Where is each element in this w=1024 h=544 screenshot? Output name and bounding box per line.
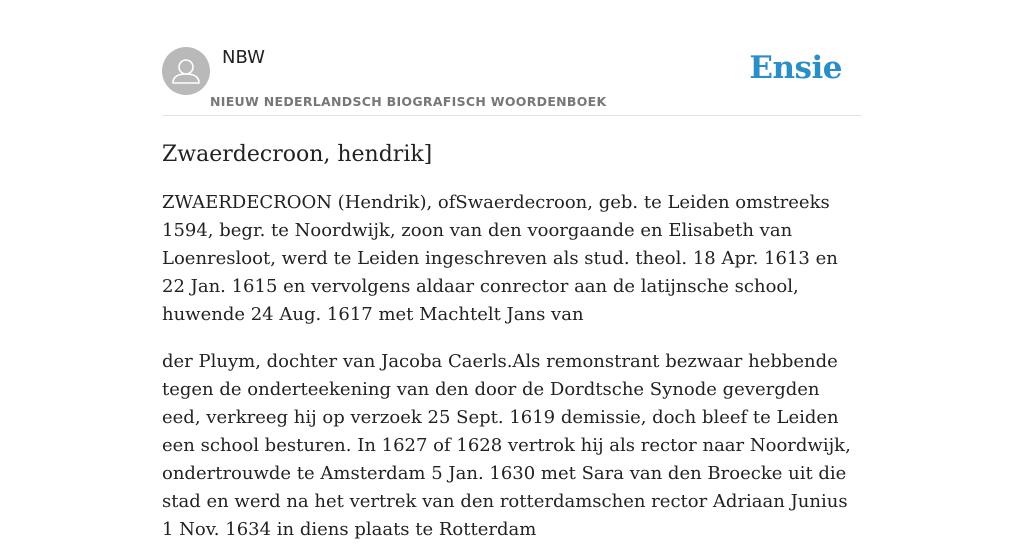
article-title: Zwaerdecroon, hendrik] xyxy=(162,142,433,167)
author-name[interactable]: NBW xyxy=(222,47,265,68)
page xyxy=(162,0,862,544)
source-subtitle: NIEUW NEDERLANDSCH BIOGRAFISCH WOORDENBOEK xyxy=(210,94,607,109)
brand-logo[interactable]: Ensie xyxy=(749,50,842,86)
header xyxy=(162,46,862,116)
avatar[interactable] xyxy=(162,47,210,95)
article-paragraph: ZWAERDECROON (Hendrik), ofSwaerdecroon, geb. te Leiden omstreeks 1594, begr. te Noordwijk, zoon van den voorgaande en Elisabeth van Loenresloot, werd te Leiden ingeschreven als stud. theol. 18 Apr. 1613 en 22 Jan. 1615 en vervolgens aldaar conrector aan de latijnsche school, huwende 24 Aug. 1617 met Machtelt Jans van xyxy=(162,192,838,325)
user-silhouette-icon xyxy=(162,47,210,95)
article-paragraph: der Pluym, dochter van Jacoba Caerls.Als remonstrant bezwaar hebbende tegen de onderteekening van den door de Dordtsche Synode gevergden eed, verkreeg hij op verzoek 25 Sept. 1619 demissie, doch bleef te Leiden een school besturen. In 1627 of 1628 vertrok hij als rector naar Noordwijk, ondertrouwde te Amsterdam 5 Jan. 1630 met Sara van den Broecke uit die stad en werd na het vertrek van den rotterdamschen rector Adriaan Junius 1 Nov. 1634 in diens plaats te Rotterdam xyxy=(162,351,851,540)
